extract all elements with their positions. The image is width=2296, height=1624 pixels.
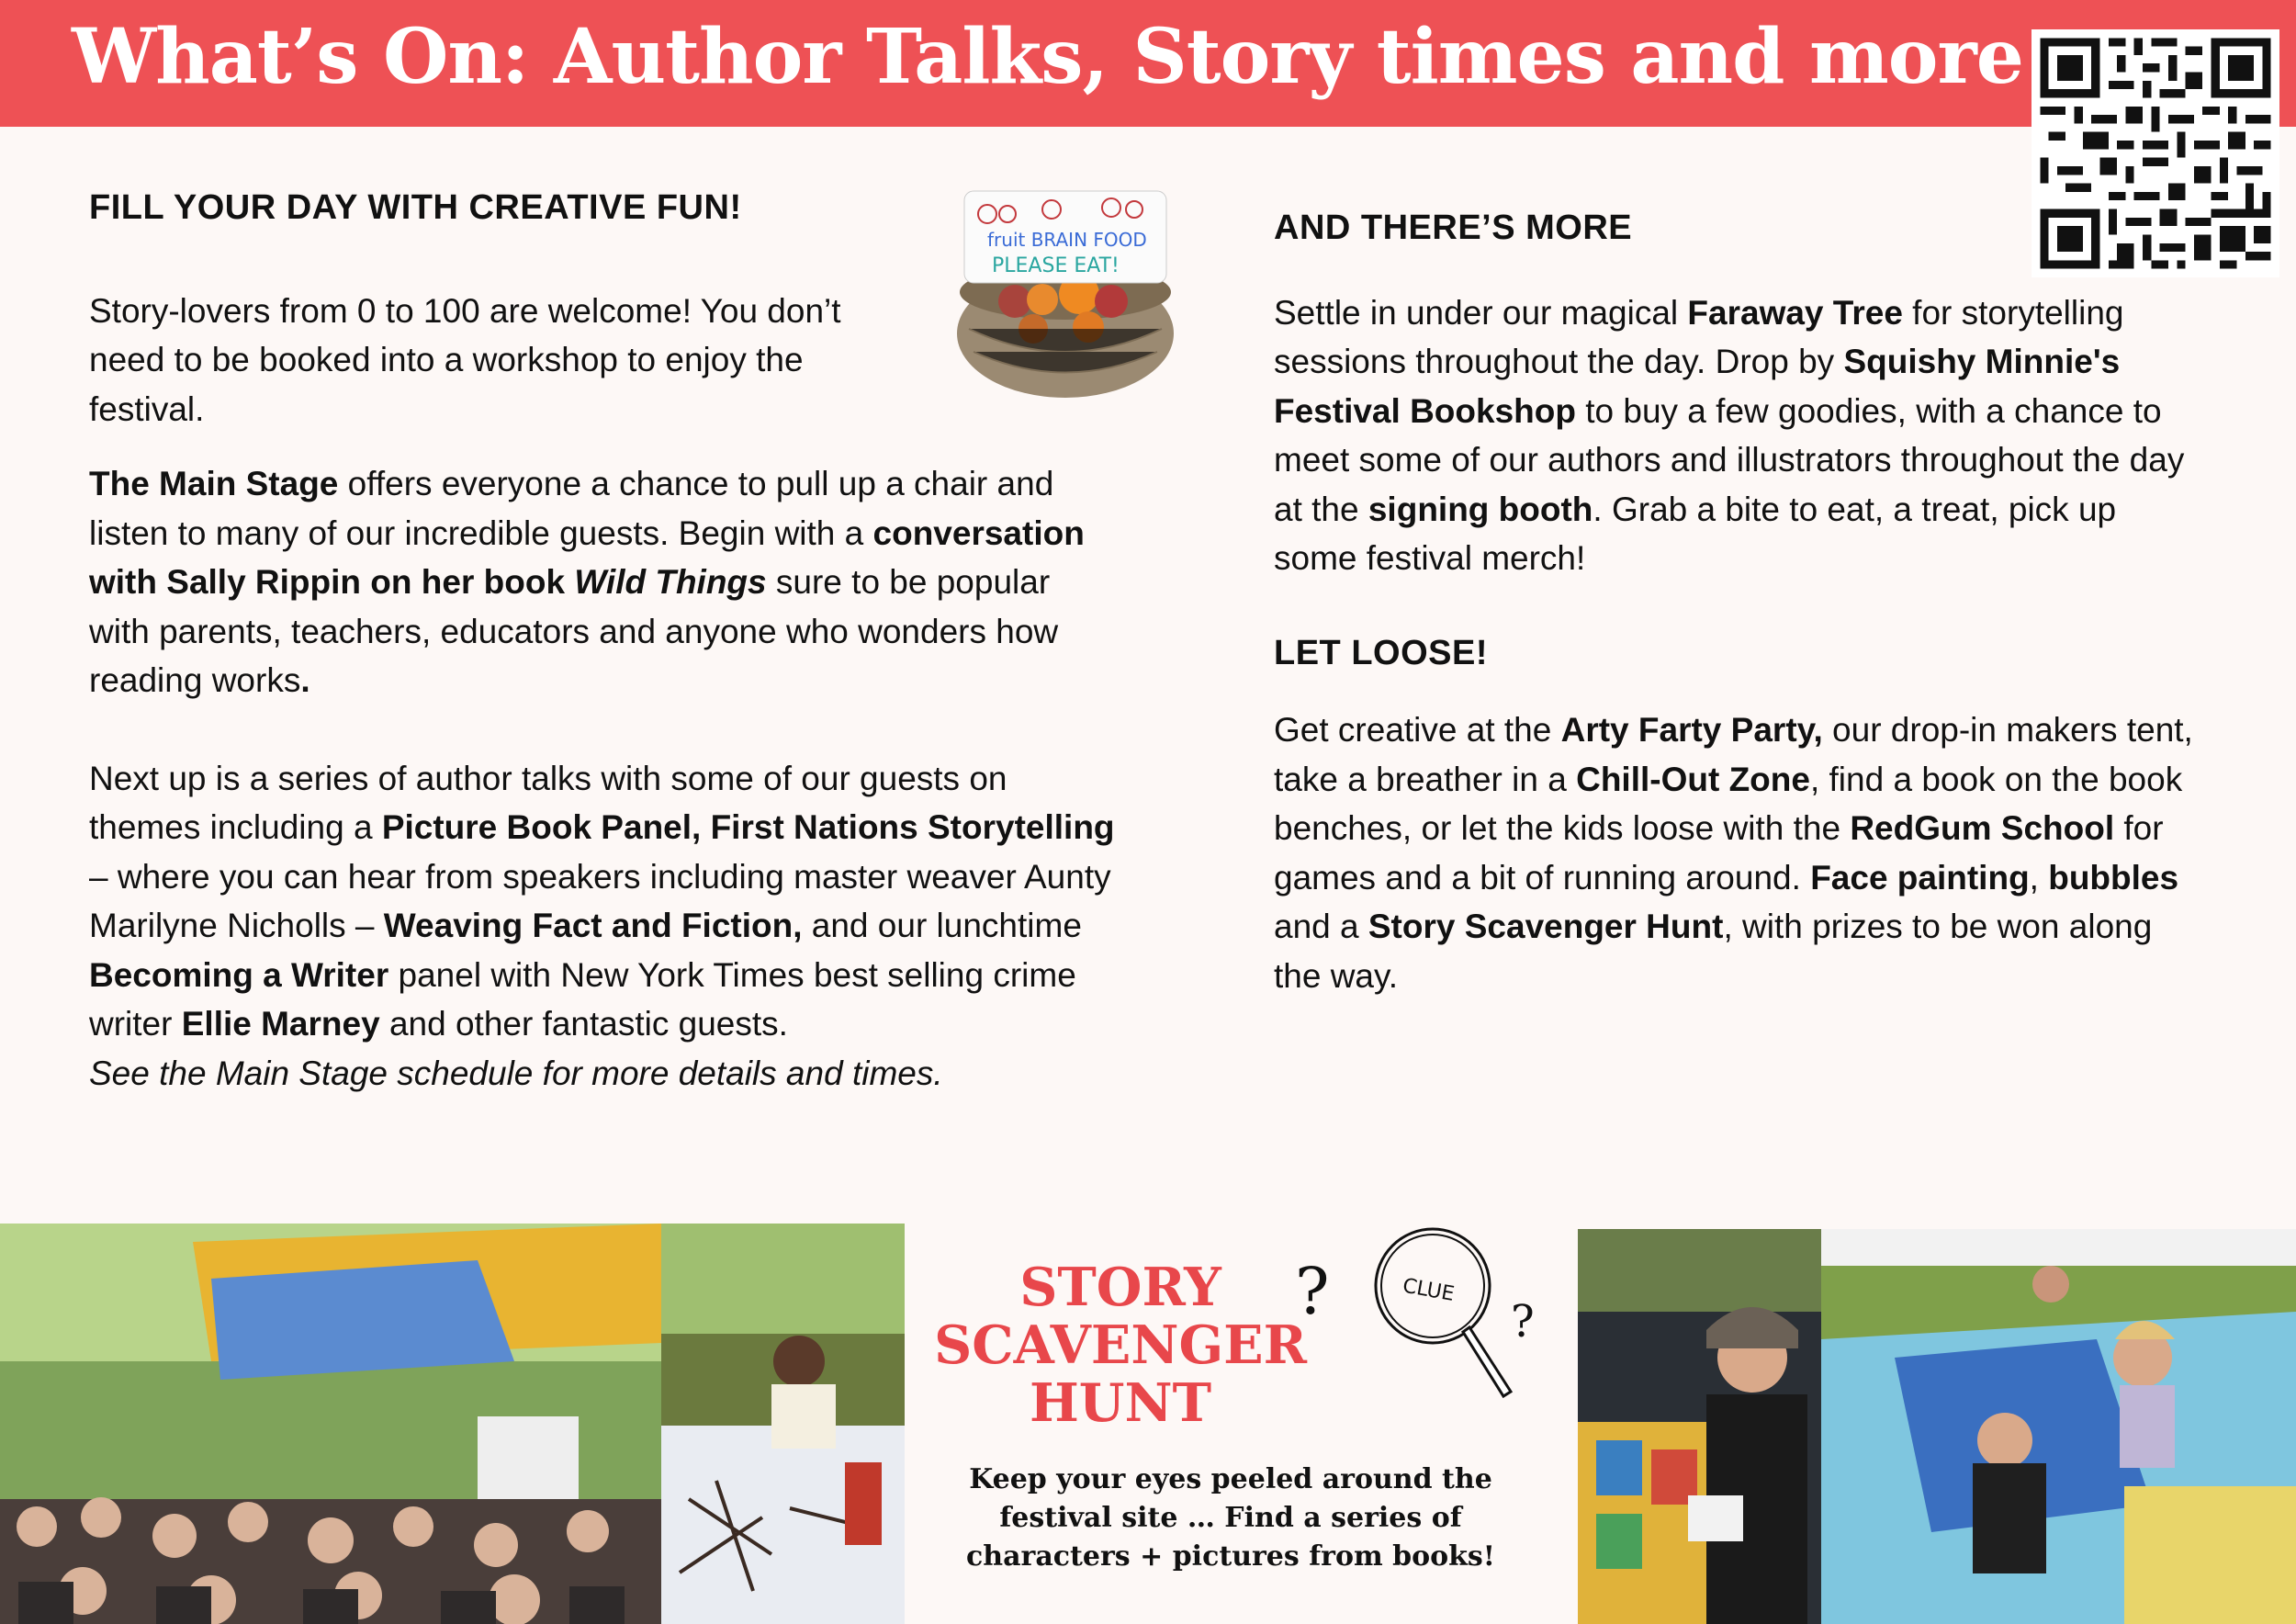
schedule-note: See the Main Stage schedule for more details and times. — [89, 1054, 943, 1092]
let-loose-paragraph: Get creative at the Arty Farty Party, our drop-in makers tent, take a breather in a Chill-Out Zone, find a book on the book benches, or let the kids loose with the RedGum School for games and a bit of running around. Face painting, bubbles and a Story Scavenger Hunt, with prizes to be won along the way. — [1274, 711, 2193, 995]
book-reading-photo — [1578, 1229, 1821, 1624]
audience-photo — [0, 1224, 661, 1624]
fruit-basket-image — [951, 182, 1180, 402]
basket-sign-line2: PLEASE EAT! — [992, 254, 1120, 277]
clue-label: CLUE — [1401, 1274, 1457, 1306]
right-column — [1274, 204, 2201, 1000]
svg-text:?: ? — [1295, 1254, 1330, 1329]
main-stage-label: The Main Stage — [89, 465, 339, 502]
scavenger-hunt-text: Keep your eyes peeled around the festival site … Find a series of characters + pictures from books! — [966, 1463, 1495, 1573]
intro-paragraph: Story-lovers from 0 to 100 are welcome! You don’t need to be booked into a workshop to enjoy the festival. — [89, 291, 841, 428]
scavenger-hunt-title: STORY SCAVENGER HUNT — [934, 1257, 1307, 1434]
playground-game-photo — [1821, 1229, 2296, 1624]
page-title: What’s On: Author Talks, Story times and more — [72, 13, 2023, 101]
book-title: Wild Things — [574, 563, 767, 601]
heading-let-loose: LET LOOSE! — [1274, 633, 1488, 672]
heading-theres-more: AND THERE’S MORE — [1274, 209, 1633, 247]
weaving-workshop-photo — [661, 1224, 905, 1624]
header-banner — [0, 0, 2296, 127]
magnifying-glass-icon — [1286, 1212, 1561, 1442]
main-stage-paragraph: The Main Stage offers everyone a chance to pull up a chair and listen to many of our incredible guests. Begin with a conversation with Sally Rippin on her book Wild Things sure to be popular with parents, teachers, educators and anyone who wonders how reading works. — [89, 465, 1085, 699]
author-talks-paragraph: Next up is a series of author talks with some of our guests on themes including a Picture Book Panel, First Nations Storytelling – where you can hear from speakers including master weaver Aunty Marilyne Nicholls – Weaving Fact and Fiction, and our lunchtime Becoming a Writer panel with New York Times best selling crime writer Ellie Marney and other fantastic guests. See the Main Stage schedule for more details and times. — [89, 759, 1115, 1092]
basket-sign-line1: fruit BRAIN FOOD — [987, 229, 1147, 251]
svg-text:?: ? — [1511, 1296, 1535, 1348]
heading-creative-fun: FILL YOUR DAY WITH CREATIVE FUN! — [89, 188, 742, 227]
faraway-tree-paragraph: Settle in under our magical Faraway Tree for storytelling sessions throughout the day. Drop by Squishy Minnie's Festival Bookshop to buy a few goodies, with a chance to meet some of our authors and illustrators throughout the day at the signing booth. Grab a bite to eat, a treat, pick up some festival merch! — [1274, 293, 2185, 577]
